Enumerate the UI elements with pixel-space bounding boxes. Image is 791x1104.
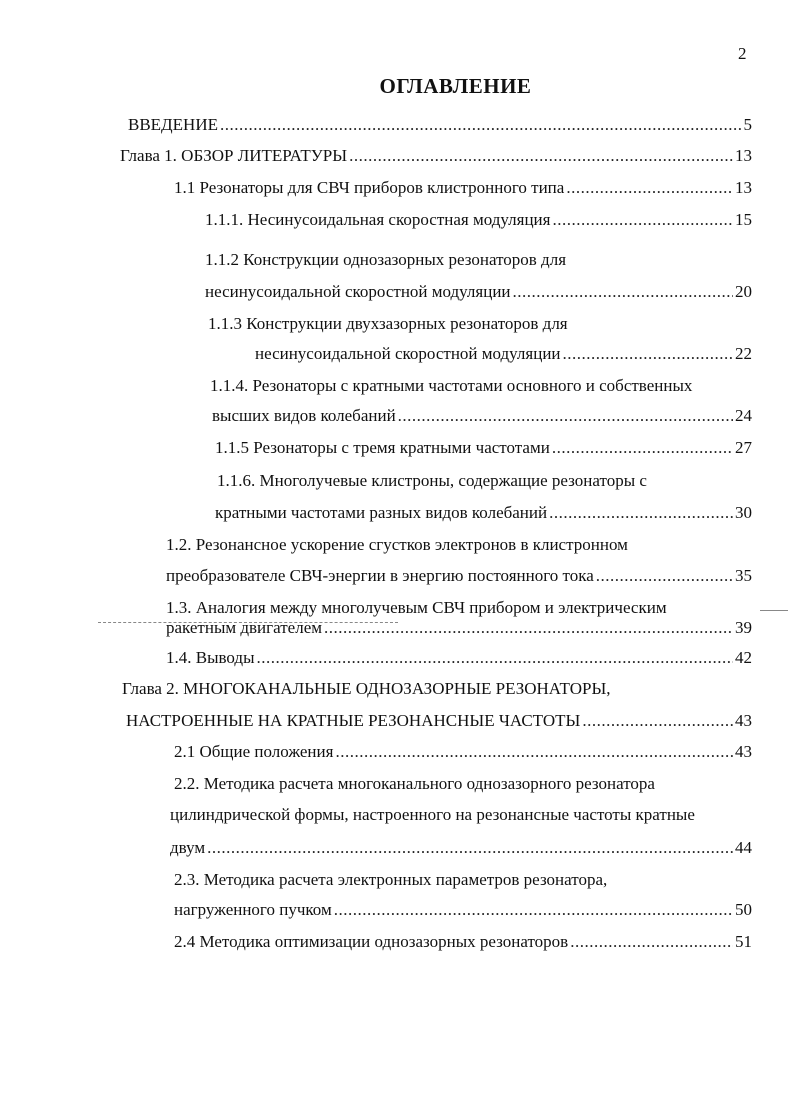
toc-entry-1-2[interactable] [166,565,752,587]
toc-entry-1-1-3[interactable] [255,343,752,365]
page-number: 2 [738,44,747,63]
toc-page-number: 43 [735,711,752,730]
toc-entry-text: высших видов колебаний [212,406,396,425]
toc-page-number: 20 [735,282,752,301]
dot-leader [207,837,733,859]
dot-leader [582,710,733,732]
toc-entry-text: ВВЕДЕНИЕ [128,115,218,134]
toc-entry-text: Глава 1. ОБЗОР ЛИТЕРАТУРЫ [120,146,348,165]
toc-entry-text: 1.1 Резонаторы для СВЧ приборов клистронного типа [174,178,565,197]
toc-entry-text: ракетным двигателем [166,618,322,637]
toc-entry-1-1-4-line1[interactable]: 1.1.4. Резонаторы с кратными частотами основного и собственных [210,376,693,395]
dot-leader [349,145,733,167]
toc-page-number: 50 [735,900,752,919]
toc-entry-2-1[interactable] [174,741,752,763]
toc-entry-1-1-2-line1[interactable]: 1.1.2 Конструкции однозазорных резонаторов для [205,250,567,269]
toc-entry-1-1[interactable] [174,177,752,199]
dot-leader [566,177,733,199]
toc-page-number: 27 [735,438,752,457]
toc-entry-text: несинусоидальной скоростной модуляции [255,344,561,363]
toc-page-number: 15 [735,210,752,229]
toc-entry-intro[interactable] [128,114,752,136]
toc-entry-chapter-1[interactable] [120,145,752,167]
dot-leader [257,647,733,669]
toc-entry-1-1-2[interactable] [205,281,752,303]
page-title: ОГЛАВЛЕНИЕ [379,74,532,98]
toc-entry-2-2-line2[interactable]: цилиндрической формы, настроенного на резонансные частоты кратные [170,805,695,824]
dot-leader [552,209,733,231]
toc-entry-text: кратными частотами разных видов колебаний [215,503,548,522]
dot-leader [596,565,733,587]
toc-entry-1-3[interactable] [166,617,752,639]
toc-page-number: 43 [735,742,752,761]
dot-leader [549,502,733,524]
dot-leader [570,931,733,953]
toc-page-number: 22 [735,344,752,363]
toc-entry-1-1-5[interactable] [215,437,752,459]
toc-entry-1-3-line1[interactable]: 1.3. Аналогия между многолучевым СВЧ прибором и электрическим [166,598,667,617]
toc-entry-chapter-2[interactable] [126,710,752,732]
toc-page-number: 44 [735,838,752,857]
toc-page-number: 39 [735,618,752,637]
toc-entry-text: преобразователе СВЧ-энергии в энергию постоянного тока [166,566,594,585]
dot-leader [324,617,733,639]
toc-page-number: 42 [735,648,752,667]
toc-entry-text: НАСТРОЕННЫЕ НА КРАТНЫЕ РЕЗОНАНСНЫЕ ЧАСТОТЫ [126,711,581,730]
scan-artifact-line [760,610,788,611]
toc-entry-text: двум [170,838,206,857]
toc-entry-1-1-3-line1[interactable]: 1.1.3 Конструкции двухзазорных резонаторов для [208,314,568,333]
toc-entry-1-1-6[interactable] [215,502,752,524]
toc-entry-2-4[interactable] [174,931,752,953]
toc-entry-1-1-6-line1[interactable]: 1.1.6. Многолучевые клистроны, содержащие резонаторы с [217,471,647,490]
toc-entry-text: 2.4 Методика оптимизации однозазорных резонаторов [174,932,569,951]
toc-entry-text: нагруженного пучком [174,900,332,919]
toc-page-number: 5 [743,115,752,134]
dot-leader [398,405,733,427]
dot-leader [220,114,742,136]
toc-entry-chapter-2-line1[interactable]: Глава 2. МНОГОКАНАЛЬНЫЕ ОДНОЗАЗОРНЫЕ РЕЗОНАТОРЫ, [122,679,611,698]
toc-entry-text: 2.1 Общие положения [174,742,334,761]
dot-leader [334,899,733,921]
toc-entry-2-3-line1[interactable]: 2.3. Методика расчета электронных параметров резонатора, [174,870,608,889]
toc-entry-text: 1.4. Выводы [166,648,255,667]
toc-entry-text: 1.1.1. Несинусоидальная скоростная модуляция [205,210,551,229]
toc-entry-2-2-line1[interactable]: 2.2. Методика расчета многоканального однозазорного резонатора [174,774,655,793]
dot-leader [335,741,733,763]
toc-entry-2-2[interactable] [170,837,752,859]
toc-page-number: 30 [735,503,752,522]
toc-page-number: 24 [735,406,752,425]
toc-entry-text: несинусоидальной скоростной модуляции [205,282,511,301]
toc-entry-1-1-1[interactable] [205,209,752,231]
dot-leader [563,343,733,365]
toc-page-number: 51 [735,932,752,951]
toc-page-number: 35 [735,566,752,585]
toc-entry-1-4[interactable] [166,647,752,669]
toc-page-number: 13 [735,146,752,165]
toc-entry-1-1-4[interactable] [212,405,752,427]
toc-entry-2-3[interactable] [174,899,752,921]
toc-page-number: 13 [735,178,752,197]
toc-entry-1-2-line1[interactable]: 1.2. Резонансное ускорение сгустков электронов в клистронном [166,535,628,554]
dot-leader [513,281,733,303]
dot-leader [552,437,733,459]
toc-entry-text: 1.1.5 Резонаторы с тремя кратными частотами [215,438,550,457]
